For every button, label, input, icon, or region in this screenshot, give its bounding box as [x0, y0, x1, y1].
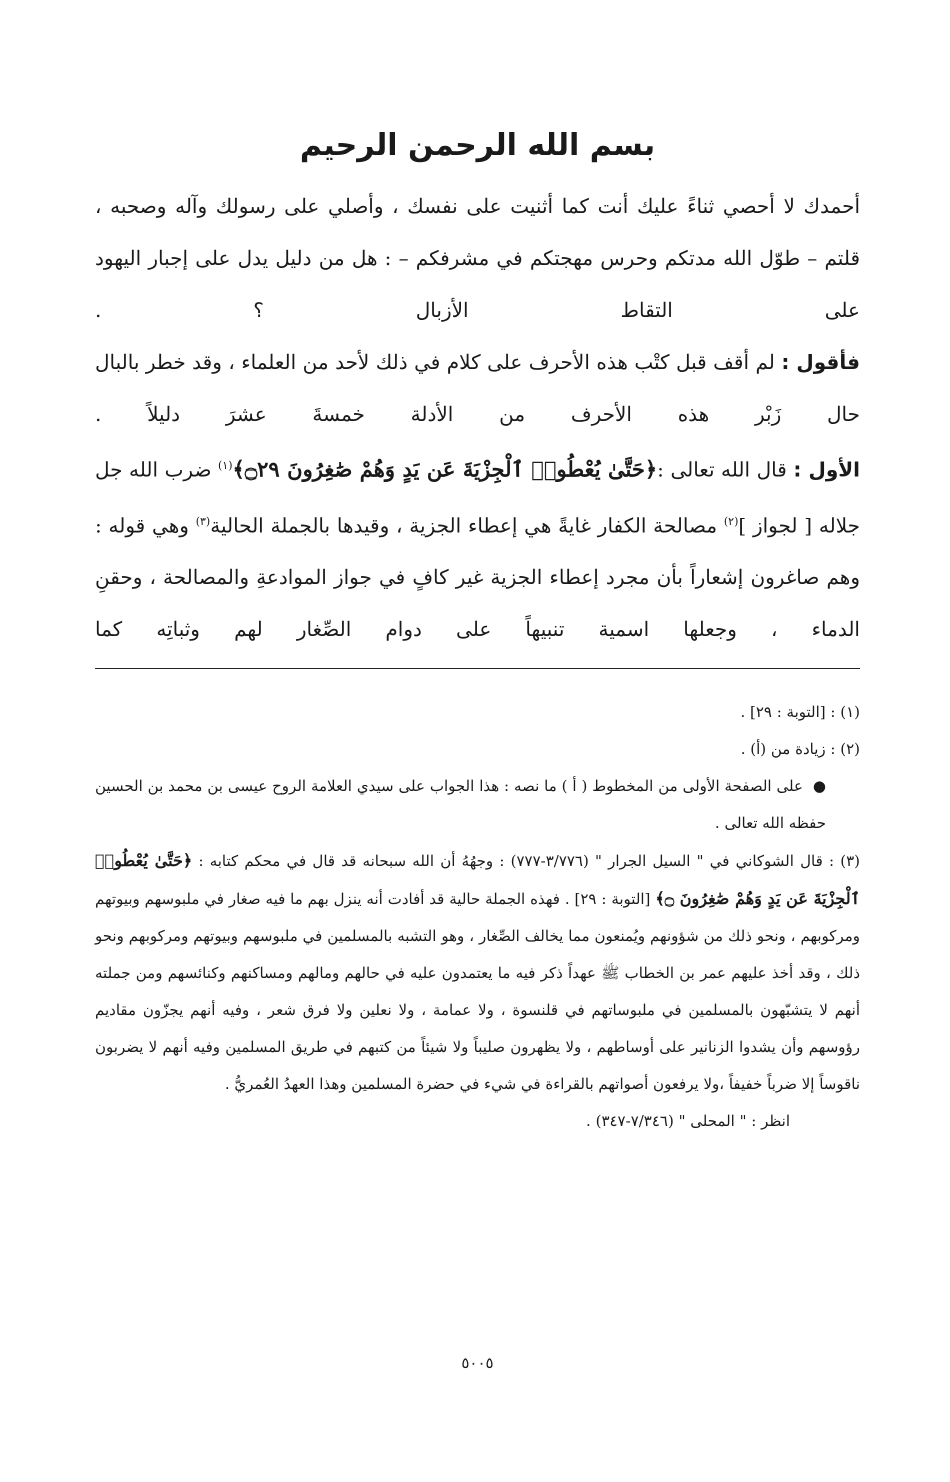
evidence-text-c: وهي قوله : وهم صاغرون إشعاراً بأن مجرد إعطاء الجزية غير كافٍ في جواز الموادعةِ والمصالحة ، وحقنِ الدماء ، وجعلها اسمية تنبيهاً على دوام الصِّغار لهم وثباتِه كما	[95, 513, 860, 642]
basmala-heading: بسم الله الرحمن الرحيم	[299, 128, 656, 163]
footnote-ref-2: (٢)	[723, 514, 739, 528]
footnote-ref-3: (٣)	[195, 514, 211, 528]
paragraph-first-statement	[95, 336, 860, 440]
footnote-3-quran: ﴿حَتَّىٰ يُعْطُوا۟ ٱلْجِزْيَةَ عَن يَدٍ وَهُمْ صَٰغِرُونَ ۝﴾	[95, 851, 861, 908]
main-text	[95, 180, 860, 655]
footnote-3-intro: (٣) : قال الشوكاني في " السيل الجرار " (٣/٧٧٦-٧٧٧) : وجهُهُ أن الله سبحانه قد قال في محكم كتابه :	[198, 852, 861, 870]
paragraph-first-evidence	[95, 440, 860, 655]
footnote-bullet	[95, 768, 860, 842]
lead-word-aqulu: فأقول :	[781, 350, 861, 374]
paragraph-first-statement-text: لم أقف قبل كتْب هذه الأحرف على كلام في ذلك لأحد من العلماء ، وقد خطر بالبال حال زَبْر هذه الأحرف من الأدلة خمسةَ عشرَ دليلاً .	[95, 350, 860, 426]
footnote-divider	[95, 668, 860, 669]
page-number: ٥٠٠٥	[461, 1354, 494, 1372]
evidence-text-a: ضرب الله جل جلاله [ لجواز ]	[95, 457, 861, 538]
paragraph-intro: أحمدك لا أحصي ثناءً عليك أنت كما أثنيت على نفسك ، وأصلي على رسولك وآله وصحبه ، قلتم – طوّل الله مدتكم وحرس مهجتكم في مشرفكم – : هل من دليل يدل على إجبار اليهود على التقاط الأزبال ؟ .	[95, 194, 860, 322]
footnote-2: (٢) : زيادة من (أ) .	[740, 740, 860, 758]
quran-verse: ﴿حَتَّىٰ يُعْطُوا۟ ٱلْجِزْيَةَ عَن يَدٍ وَهُمْ صَٰغِرُونَ ۝٢٩﴾	[232, 456, 658, 482]
quran-intro: قال الله تعالى :	[657, 457, 787, 482]
footnote-bullet-text: على الصفحة الأولى من المخطوط ( أ ) ما نصه : هذا الجواب على سيدي العلامة الروح عيسى بن محمد بن الحسين حفظه الله تعالى .	[95, 777, 826, 832]
evidence-text-b: مصالحة الكفار غايةً هي إعطاء الجزية ، وقيدها بالجملة الحالية	[210, 513, 718, 538]
bullet-icon: ●	[812, 777, 826, 795]
footnote-1: (١) : [التوبة : ٢٩] .	[740, 703, 860, 721]
footnotes	[95, 694, 860, 1140]
document-page	[95, 0, 860, 1482]
footnote-3	[95, 842, 860, 1103]
footnote-see: انظر : " المحلى " (٧/٣٤٦-٣٤٧) .	[586, 1112, 790, 1130]
lead-word-awwal: الأول :	[793, 457, 861, 482]
footnote-3-body: [التوبة : ٢٩] . فهذه الجملة حالية قد أفادت أنه ينزل بهم ما فيه صغار في ملبوسهم وبيوتهم ومركوبهم ، ونحو ذلك من شؤونهم ويُمنعون مما يخالف الصِّغار ، وهو التشبه بالمسلمين في ملبوسهم وبيوتهم ومركوبهم ونحو ذلك ، وقد أخذ عليهم عمر بن الخطاب ﷺ عهداً ذكر فيه ما يعتمدون عليه في حالهم ومالهم ومساكنهم وكنائسهم ومن جملته أنهم لا يتشبّهون بالمسلمين في ملبوساتهم في قلنسوة ، ولا عمامة ، ولا نعلين ولا فرق شعر ، وفيه أنهم يجزّون مقاديم رؤوسهم وأن يشدوا الزنانير على أوساطهم ، ولا يظهرون صليباً ولا شيئاً من كتبهم في طريق المسلمين وفيه أنهم لا يضربون ناقوساً إلا ضرباً خفيفاً ،ولا يرفعون أصواتهم بالقراءة في شيء في حضرة المسلمين وهذا العهدُ العُمريُّ .	[95, 890, 860, 1093]
footnote-ref-1: (١)	[217, 459, 233, 472]
